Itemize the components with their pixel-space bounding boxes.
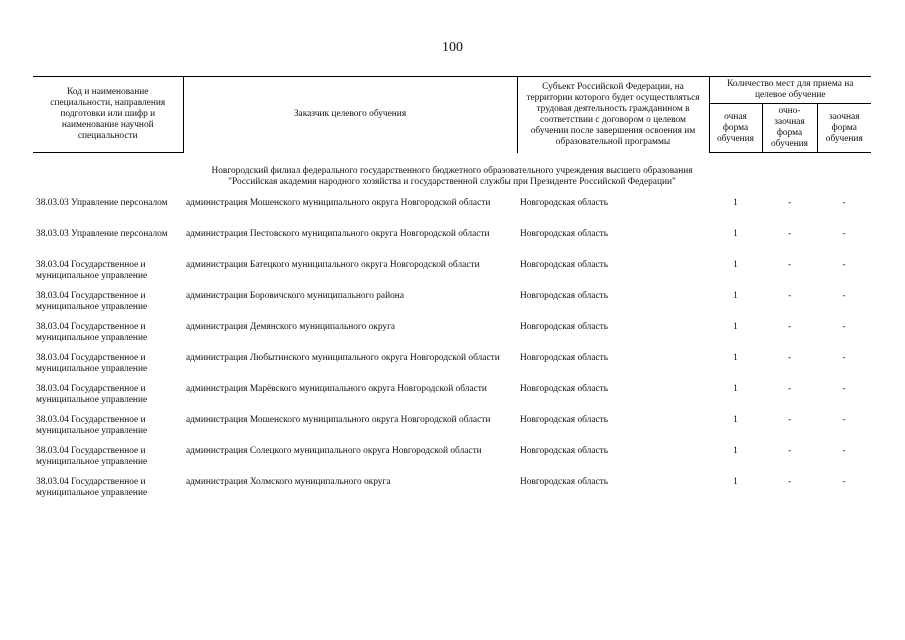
row-full-time: 1: [733, 353, 738, 363]
row-part-time: -: [787, 198, 792, 208]
row-region: Новгородская область: [520, 198, 609, 208]
row-region: Новгородская область: [520, 446, 609, 456]
row-distance: -: [842, 415, 846, 425]
row-code: 38.03.03 Управление персоналом: [36, 229, 168, 239]
row-full-time: 1: [733, 291, 738, 301]
header-distance: заочная форма обучения: [817, 104, 871, 153]
header-code: Код и наименование специальности, направления подготовки или шифр и наименование научной специальности: [33, 77, 183, 153]
row-customer: администрация Мошенского муниципального округа Новгородской области: [186, 198, 491, 208]
table-body: [33, 153, 871, 509]
table-row: [33, 477, 871, 508]
row-distance: -: [842, 384, 846, 394]
row-customer: администрация Пестовского муниципального округа Новгородской области: [186, 229, 490, 239]
row-distance: -: [842, 260, 846, 270]
row-full-time: 1: [733, 384, 738, 394]
row-code: 38.03.04 Государственное и муниципальное управление: [36, 415, 148, 436]
section-line-1: Новгородский филиал федерального государственного бюджетного образовательного учреждения высшего образования: [211, 166, 693, 176]
header-part-time: очно-заочная форма обучения: [762, 104, 817, 153]
row-code: 38.03.04 Государственное и муниципальное управление: [36, 353, 148, 374]
section-title: [33, 153, 871, 199]
table-row: [33, 198, 871, 229]
row-customer: администрация Любытинского муниципального округа Новгородской области: [186, 353, 500, 363]
table-row: [33, 446, 871, 477]
row-customer: администрация Марёвского муниципального округа Новгородской области: [186, 384, 487, 394]
row-customer: администрация Солецкого муниципального округа Новгородской области: [186, 446, 482, 456]
row-part-time: -: [787, 384, 792, 394]
row-part-time: -: [787, 260, 792, 270]
row-code: 38.03.04 Государственное и муниципальное управление: [36, 291, 148, 312]
row-region: Новгородская область: [520, 260, 609, 270]
row-full-time: 1: [733, 322, 738, 332]
page-number: 100: [442, 40, 463, 55]
row-distance: -: [842, 229, 846, 239]
row-region: Новгородская область: [520, 477, 609, 487]
row-full-time: 1: [733, 260, 738, 270]
row-part-time: -: [787, 322, 792, 332]
row-code: 38.03.04 Государственное и муниципальное управление: [36, 446, 148, 467]
section-line-2: "Российская академия народного хозяйства и государственной службы при Президенте Российской Федерации": [228, 177, 676, 187]
row-customer: администрация Мошенского муниципального округа Новгородской области: [186, 415, 491, 425]
table-header: [33, 77, 871, 153]
row-distance: -: [842, 291, 846, 301]
row-region: Новгородская область: [520, 229, 609, 239]
row-full-time: 1: [733, 477, 738, 487]
row-full-time: 1: [733, 198, 738, 208]
row-region: Новгородская область: [520, 322, 609, 332]
row-distance: -: [842, 198, 846, 208]
row-region: Новгородская область: [520, 384, 609, 394]
row-region: Новгородская область: [520, 291, 609, 301]
row-customer: администрация Боровичского муниципального района: [186, 291, 404, 301]
row-part-time: -: [787, 229, 792, 239]
table-row: [33, 291, 871, 322]
row-distance: -: [842, 322, 846, 332]
row-customer: администрация Батецкого муниципального округа Новгородской области: [186, 260, 480, 270]
row-distance: -: [842, 446, 846, 456]
table-row: [33, 260, 871, 291]
header-region: Субъект Российской Федерации, на территории которого будет осуществляться трудовая деятельность гражданином в соответствии с договором о целевом обучении после завершения освоения им образовательной программы: [517, 77, 709, 153]
row-region: Новгородская область: [520, 415, 609, 425]
targeted-admission-table: [33, 76, 871, 508]
section-row: [33, 153, 871, 199]
row-distance: -: [842, 477, 846, 487]
header-customer: Заказчик целевого обучения: [183, 77, 517, 153]
table-row: [33, 229, 871, 260]
row-part-time: -: [787, 353, 792, 363]
table-row: [33, 384, 871, 415]
row-full-time: 1: [733, 446, 738, 456]
row-customer: администрация Демянского муниципального округа: [186, 322, 396, 332]
row-code: 38.03.04 Государственное и муниципальное управление: [36, 322, 148, 343]
row-distance: -: [842, 353, 846, 363]
row-code: 38.03.03 Управление персоналом: [36, 198, 168, 208]
row-full-time: 1: [733, 229, 738, 239]
table-row: [33, 322, 871, 353]
row-region: Новгородская область: [520, 353, 609, 363]
row-part-time: -: [787, 415, 792, 425]
row-code: 38.03.04 Государственное и муниципальное управление: [36, 260, 148, 281]
table-row: [33, 353, 871, 384]
row-part-time: -: [787, 477, 792, 487]
row-part-time: -: [787, 291, 792, 301]
row-full-time: 1: [733, 415, 738, 425]
row-code: 38.03.04 Государственное и муниципальное управление: [36, 477, 148, 498]
header-full-time: очная форма обучения: [709, 104, 762, 153]
header-count: Количество мест для приема на целевое обучение: [709, 77, 871, 104]
row-customer: администрация Холмского муниципального округа: [186, 477, 391, 487]
row-code: 38.03.04 Государственное и муниципальное управление: [36, 384, 148, 405]
row-part-time: -: [787, 446, 792, 456]
table-row: [33, 415, 871, 446]
